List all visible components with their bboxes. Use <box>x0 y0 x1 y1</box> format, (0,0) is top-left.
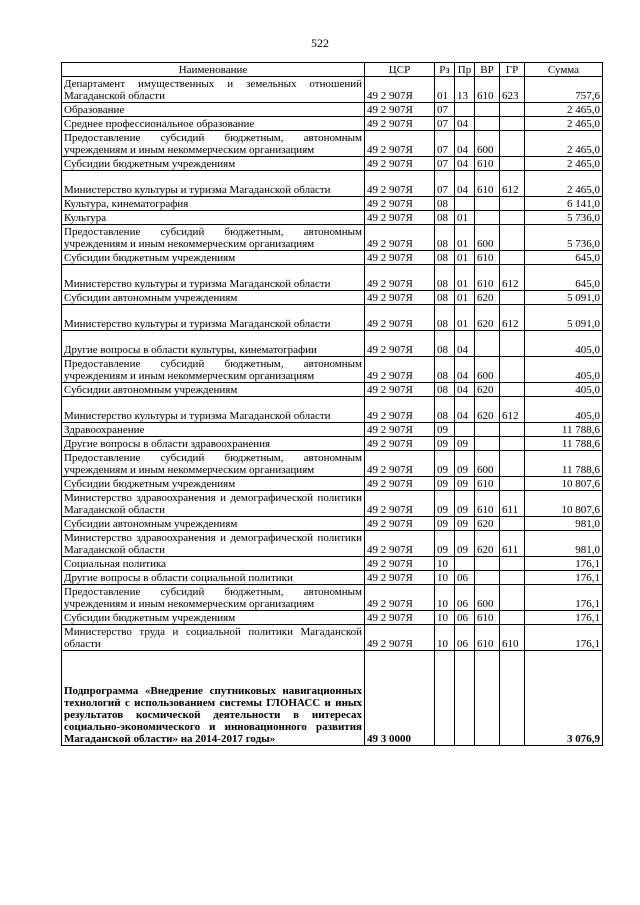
table-row <box>62 477 603 491</box>
cell-sum: 2 465,0 <box>525 117 603 131</box>
cell-gr: 611 <box>500 491 525 517</box>
table-row <box>62 437 603 451</box>
cell-pr: 06 <box>455 611 475 625</box>
cell-sum: 5 736,0 <box>525 211 603 225</box>
header-csr: ЦСР <box>365 63 435 77</box>
cell-pr <box>455 423 475 437</box>
cell-vr: 610 <box>475 265 500 291</box>
cell-csr: 49 2 907Я <box>365 397 435 423</box>
cell-name: Предоставление субсидий бюджетным, автономным учреждениям и иным некоммерческим организациям <box>62 131 365 157</box>
cell-gr <box>500 117 525 131</box>
cell-vr: 620 <box>475 531 500 557</box>
header-rz: Рз <box>435 63 455 77</box>
cell-rz: 10 <box>435 557 455 571</box>
cell-sum: 5 091,0 <box>525 305 603 331</box>
cell-csr: 49 2 907Я <box>365 331 435 357</box>
cell-name: Предоставление субсидий бюджетным, автономным учреждениям и иным некоммерческим организациям <box>62 451 365 477</box>
cell-rz: 09 <box>435 437 455 451</box>
cell-gr <box>500 131 525 157</box>
cell-name: Образование <box>62 103 365 117</box>
cell-name: Субсидии бюджетным учреждениям <box>62 611 365 625</box>
cell-vr: 610 <box>475 77 500 103</box>
cell-rz: 07 <box>435 131 455 157</box>
table-header-row <box>62 63 603 77</box>
header-gr: ГР <box>500 63 525 77</box>
table-row <box>62 517 603 531</box>
table-row <box>62 305 603 331</box>
cell-name: Министерство культуры и туризма Магаданской области <box>62 171 365 197</box>
table-row <box>62 651 603 746</box>
cell-vr <box>475 423 500 437</box>
cell-vr: 600 <box>475 357 500 383</box>
cell-pr: 01 <box>455 265 475 291</box>
cell-gr <box>500 225 525 251</box>
table-row <box>62 557 603 571</box>
cell-sum: 11 788,6 <box>525 423 603 437</box>
cell-name: Субсидии бюджетным учреждениям <box>62 477 365 491</box>
cell-pr: 09 <box>455 477 475 491</box>
cell-rz <box>435 651 455 746</box>
cell-vr: 610 <box>475 477 500 491</box>
cell-rz: 10 <box>435 585 455 611</box>
header-vr: ВР <box>475 63 500 77</box>
cell-pr <box>455 197 475 211</box>
cell-csr: 49 2 907Я <box>365 625 435 651</box>
cell-csr: 49 2 907Я <box>365 611 435 625</box>
cell-vr <box>475 571 500 585</box>
cell-csr: 49 2 907Я <box>365 77 435 103</box>
cell-sum: 405,0 <box>525 383 603 397</box>
cell-pr: 04 <box>455 383 475 397</box>
cell-name: Субсидии бюджетным учреждениям <box>62 157 365 171</box>
cell-pr: 04 <box>455 131 475 157</box>
table-row <box>62 117 603 131</box>
table-row <box>62 291 603 305</box>
cell-csr: 49 2 907Я <box>365 225 435 251</box>
cell-vr: 600 <box>475 225 500 251</box>
cell-pr <box>455 651 475 746</box>
cell-csr: 49 2 907Я <box>365 423 435 437</box>
cell-csr: 49 2 907Я <box>365 291 435 305</box>
table-row <box>62 211 603 225</box>
cell-name: Социальная политика <box>62 557 365 571</box>
cell-csr: 49 2 907Я <box>365 265 435 291</box>
header-pr: Пр <box>455 63 475 77</box>
cell-rz: 08 <box>435 357 455 383</box>
cell-sum: 10 807,6 <box>525 477 603 491</box>
cell-gr <box>500 651 525 746</box>
table-row <box>62 103 603 117</box>
cell-pr: 09 <box>455 437 475 451</box>
cell-gr <box>500 517 525 531</box>
cell-name: Другие вопросы в области культуры, кинематографии <box>62 331 365 357</box>
cell-csr: 49 2 907Я <box>365 451 435 477</box>
cell-name: Другие вопросы в области здравоохранения <box>62 437 365 451</box>
cell-rz: 07 <box>435 103 455 117</box>
table-row <box>62 451 603 477</box>
cell-sum: 645,0 <box>525 265 603 291</box>
header-name: Наименование <box>62 63 365 77</box>
table-body <box>62 77 603 746</box>
table-row <box>62 397 603 423</box>
cell-name: Предоставление субсидий бюджетным, автономным учреждениям и иным некоммерческим организациям <box>62 357 365 383</box>
table-row <box>62 357 603 383</box>
cell-pr: 01 <box>455 211 475 225</box>
cell-name: Предоставление субсидий бюджетным, автономным учреждениям и иным некоммерческим организациям <box>62 585 365 611</box>
cell-gr <box>500 331 525 357</box>
cell-csr: 49 2 907Я <box>365 157 435 171</box>
cell-gr: 623 <box>500 77 525 103</box>
cell-vr: 610 <box>475 251 500 265</box>
cell-sum: 757,6 <box>525 77 603 103</box>
cell-sum: 405,0 <box>525 331 603 357</box>
cell-sum: 5 736,0 <box>525 225 603 251</box>
cell-gr <box>500 251 525 265</box>
cell-vr <box>475 437 500 451</box>
cell-pr <box>455 103 475 117</box>
cell-name: Министерство здравоохранения и демографической политики Магаданской области <box>62 531 365 557</box>
table-row <box>62 611 603 625</box>
cell-vr: 620 <box>475 305 500 331</box>
cell-name: Здравоохранение <box>62 423 365 437</box>
cell-pr: 06 <box>455 585 475 611</box>
cell-name: Другие вопросы в области социальной политики <box>62 571 365 585</box>
cell-vr: 600 <box>475 585 500 611</box>
cell-name: Субсидии автономным учреждениям <box>62 291 365 305</box>
cell-name: Субсидии автономным учреждениям <box>62 383 365 397</box>
cell-csr: 49 2 907Я <box>365 571 435 585</box>
cell-csr: 49 2 907Я <box>365 197 435 211</box>
table-row <box>62 331 603 357</box>
header-sum: Сумма <box>525 63 603 77</box>
cell-gr <box>500 197 525 211</box>
cell-rz: 08 <box>435 331 455 357</box>
cell-vr <box>475 197 500 211</box>
page-number: 522 <box>311 36 329 50</box>
budget-table <box>61 62 603 746</box>
cell-pr: 01 <box>455 305 475 331</box>
table-row <box>62 423 603 437</box>
table-row <box>62 383 603 397</box>
cell-sum: 6 141,0 <box>525 197 603 211</box>
cell-sum: 3 076,9 <box>525 651 603 746</box>
cell-csr: 49 2 907Я <box>365 383 435 397</box>
cell-pr: 09 <box>455 451 475 477</box>
cell-pr: 04 <box>455 117 475 131</box>
cell-name: Министерство труда и социальной политики Магаданской области <box>62 625 365 651</box>
cell-rz: 08 <box>435 211 455 225</box>
table-row <box>62 77 603 103</box>
cell-rz: 08 <box>435 225 455 251</box>
cell-pr: 01 <box>455 291 475 305</box>
cell-rz: 08 <box>435 291 455 305</box>
cell-gr <box>500 291 525 305</box>
cell-sum: 2 465,0 <box>525 157 603 171</box>
table-row <box>62 197 603 211</box>
cell-pr: 01 <box>455 225 475 251</box>
cell-gr <box>500 103 525 117</box>
cell-sum: 5 091,0 <box>525 291 603 305</box>
cell-rz: 10 <box>435 625 455 651</box>
cell-vr <box>475 651 500 746</box>
cell-gr <box>500 423 525 437</box>
cell-sum: 2 465,0 <box>525 103 603 117</box>
cell-sum: 405,0 <box>525 357 603 383</box>
cell-name: Предоставление субсидий бюджетным, автономным учреждениям и иным некоммерческим организациям <box>62 225 365 251</box>
cell-vr: 600 <box>475 451 500 477</box>
cell-name: Министерство культуры и туризма Магаданской области <box>62 265 365 291</box>
cell-rz: 07 <box>435 117 455 131</box>
cell-vr: 610 <box>475 611 500 625</box>
cell-sum: 981,0 <box>525 517 603 531</box>
cell-rz: 01 <box>435 77 455 103</box>
cell-csr: 49 2 907Я <box>365 357 435 383</box>
cell-vr: 610 <box>475 491 500 517</box>
table-row <box>62 131 603 157</box>
table-row <box>62 265 603 291</box>
cell-sum: 2 465,0 <box>525 171 603 197</box>
table-row <box>62 157 603 171</box>
cell-pr: 13 <box>455 77 475 103</box>
cell-gr <box>500 211 525 225</box>
cell-rz: 08 <box>435 305 455 331</box>
table-row <box>62 531 603 557</box>
cell-csr: 49 2 907Я <box>365 437 435 451</box>
cell-rz: 07 <box>435 157 455 171</box>
cell-rz: 08 <box>435 397 455 423</box>
cell-vr: 620 <box>475 383 500 397</box>
cell-csr: 49 2 907Я <box>365 517 435 531</box>
cell-rz: 09 <box>435 491 455 517</box>
cell-sum: 176,1 <box>525 557 603 571</box>
cell-name: Культура <box>62 211 365 225</box>
cell-name: Среднее профессиональное образование <box>62 117 365 131</box>
cell-vr: 620 <box>475 517 500 531</box>
cell-name: Министерство здравоохранения и демографической политики Магаданской области <box>62 491 365 517</box>
cell-name: Департамент имущественных и земельных отношений Магаданской области <box>62 77 365 103</box>
cell-pr: 04 <box>455 157 475 171</box>
table-row <box>62 625 603 651</box>
cell-gr <box>500 383 525 397</box>
cell-name: Подпрограмма «Внедрение спутниковых навигационных технологий с использованием системы ГЛОНАСС и иных результатов космической деятельности в интересах социально-экономического и инновационного развития Магаданской области» на 2014-2017 годы» <box>62 651 365 746</box>
cell-rz: 10 <box>435 571 455 585</box>
cell-vr: 600 <box>475 131 500 157</box>
cell-vr <box>475 117 500 131</box>
cell-rz: 09 <box>435 451 455 477</box>
cell-sum: 11 788,6 <box>525 437 603 451</box>
cell-csr: 49 2 907Я <box>365 585 435 611</box>
cell-rz: 09 <box>435 423 455 437</box>
cell-pr: 01 <box>455 251 475 265</box>
cell-vr: 620 <box>475 291 500 305</box>
cell-csr: 49 2 907Я <box>365 305 435 331</box>
table-row <box>62 585 603 611</box>
cell-vr <box>475 557 500 571</box>
cell-gr <box>500 571 525 585</box>
cell-rz: 08 <box>435 251 455 265</box>
cell-rz: 09 <box>435 517 455 531</box>
cell-sum: 405,0 <box>525 397 603 423</box>
cell-csr: 49 2 907Я <box>365 557 435 571</box>
cell-sum: 176,1 <box>525 611 603 625</box>
cell-pr: 09 <box>455 517 475 531</box>
cell-gr <box>500 451 525 477</box>
cell-name: Субсидии автономным учреждениям <box>62 517 365 531</box>
cell-gr <box>500 437 525 451</box>
cell-gr <box>500 157 525 171</box>
table-row <box>62 571 603 585</box>
table-row <box>62 171 603 197</box>
cell-gr <box>500 357 525 383</box>
table-row <box>62 225 603 251</box>
cell-sum: 176,1 <box>525 625 603 651</box>
cell-sum: 11 788,6 <box>525 451 603 477</box>
cell-rz: 08 <box>435 265 455 291</box>
cell-vr: 610 <box>475 171 500 197</box>
cell-csr: 49 2 907Я <box>365 491 435 517</box>
cell-gr: 612 <box>500 305 525 331</box>
cell-vr: 610 <box>475 157 500 171</box>
cell-sum: 176,1 <box>525 571 603 585</box>
cell-csr: 49 2 907Я <box>365 131 435 157</box>
cell-rz: 09 <box>435 531 455 557</box>
cell-name: Культура, кинематография <box>62 197 365 211</box>
cell-name: Министерство культуры и туризма Магаданской области <box>62 305 365 331</box>
cell-gr <box>500 557 525 571</box>
cell-sum: 10 807,6 <box>525 491 603 517</box>
cell-rz: 08 <box>435 197 455 211</box>
cell-pr: 04 <box>455 171 475 197</box>
cell-pr <box>455 557 475 571</box>
cell-vr <box>475 103 500 117</box>
cell-rz: 08 <box>435 383 455 397</box>
cell-gr <box>500 611 525 625</box>
cell-vr <box>475 211 500 225</box>
cell-rz: 09 <box>435 477 455 491</box>
cell-gr: 612 <box>500 171 525 197</box>
table-row <box>62 491 603 517</box>
cell-name: Субсидии бюджетным учреждениям <box>62 251 365 265</box>
cell-csr: 49 2 907Я <box>365 171 435 197</box>
cell-sum: 981,0 <box>525 531 603 557</box>
cell-vr <box>475 331 500 357</box>
cell-gr <box>500 585 525 611</box>
cell-sum: 645,0 <box>525 251 603 265</box>
cell-csr: 49 2 907Я <box>365 211 435 225</box>
cell-gr: 610 <box>500 625 525 651</box>
cell-pr: 04 <box>455 357 475 383</box>
cell-pr: 06 <box>455 625 475 651</box>
cell-gr <box>500 477 525 491</box>
cell-csr: 49 2 907Я <box>365 103 435 117</box>
cell-csr: 49 2 907Я <box>365 251 435 265</box>
table-row <box>62 251 603 265</box>
cell-vr: 620 <box>475 397 500 423</box>
cell-rz: 10 <box>435 611 455 625</box>
cell-csr: 49 2 907Я <box>365 477 435 491</box>
cell-sum: 2 465,0 <box>525 131 603 157</box>
cell-sum: 176,1 <box>525 585 603 611</box>
cell-csr: 49 2 907Я <box>365 117 435 131</box>
cell-gr: 612 <box>500 265 525 291</box>
cell-pr: 04 <box>455 331 475 357</box>
cell-pr: 06 <box>455 571 475 585</box>
cell-name: Министерство культуры и туризма Магаданской области <box>62 397 365 423</box>
cell-rz: 07 <box>435 171 455 197</box>
cell-csr: 49 3 0000 <box>365 651 435 746</box>
cell-pr: 04 <box>455 397 475 423</box>
cell-csr: 49 2 907Я <box>365 531 435 557</box>
cell-pr: 09 <box>455 531 475 557</box>
cell-gr: 611 <box>500 531 525 557</box>
cell-gr: 612 <box>500 397 525 423</box>
cell-pr: 09 <box>455 491 475 517</box>
cell-vr: 610 <box>475 625 500 651</box>
